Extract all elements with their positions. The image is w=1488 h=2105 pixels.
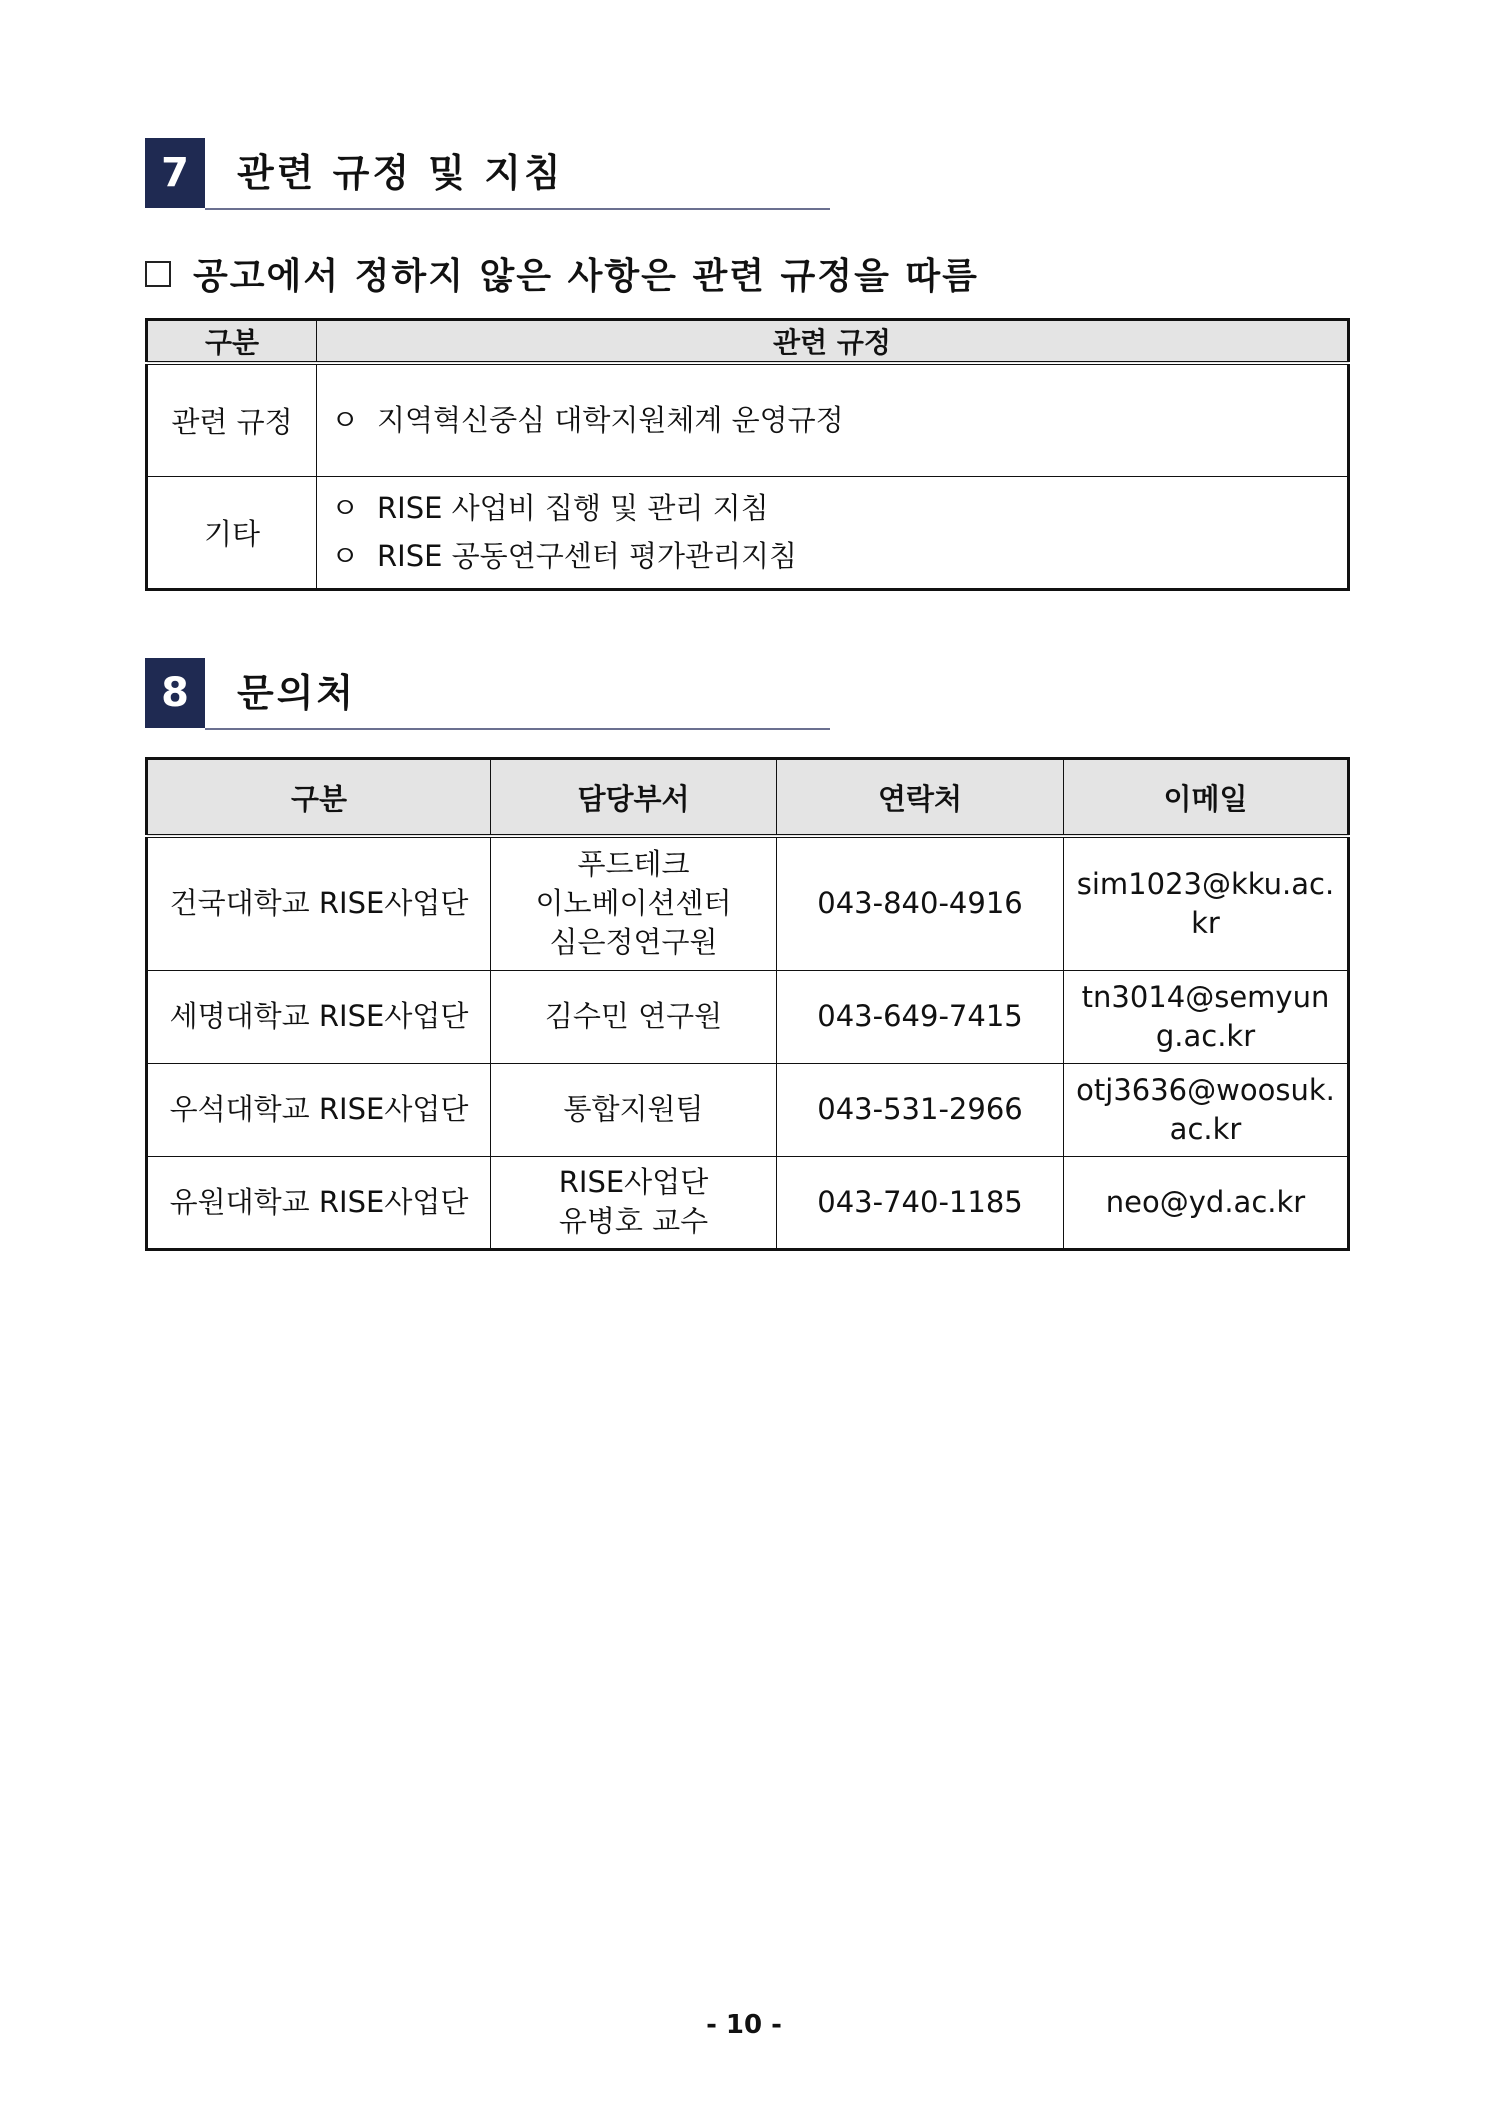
rules-header-category: 구분 — [147, 320, 317, 364]
contact-phone: 043-531-2966 — [777, 1063, 1064, 1156]
list-item — [331, 484, 1347, 532]
contact-org: 우석대학교 RISE사업단 — [147, 1063, 491, 1156]
list-item-text: RISE 사업비 집행 및 관리 지침 — [377, 491, 769, 525]
contact-email: sim1023@kku.ac.kr — [1064, 836, 1349, 970]
contact-dept-line: 김수민 연구원 — [544, 999, 723, 1033]
contact-org: 세명대학교 RISE사업단 — [147, 970, 491, 1063]
contacts-header-dept: 담당부서 — [491, 759, 777, 837]
contact-dept-line: 유병호 교수 — [558, 1204, 709, 1238]
table-row — [147, 1063, 1349, 1156]
section-7-number: 7 — [145, 138, 205, 208]
bullet-icon: ㅇ — [331, 491, 360, 525]
contact-dept — [491, 1063, 777, 1156]
rules-header-row — [147, 320, 1349, 364]
contact-email: neo@yd.ac.kr — [1105, 1184, 1306, 1219]
contact-email: otj3636@woosuk.ac.kr — [1064, 1063, 1349, 1156]
list-item-text: 지역혁신중심 대학지원체계 운영규정 — [377, 403, 844, 438]
checkbox-icon — [145, 261, 171, 287]
rules-header-regulation: 관련 규정 — [317, 320, 1349, 364]
table-row — [147, 1156, 1349, 1249]
contact-email: tn3014@semyung.ac.kr — [1064, 970, 1349, 1063]
section-8-underline — [205, 728, 830, 730]
contacts-header-email: 이메일 — [1064, 759, 1349, 837]
list-item — [331, 532, 1347, 580]
notice-text: 공고에서 정하지 않은 사항은 관련 규정을 따름 — [193, 256, 979, 297]
rules-row-label: 관련 규정 — [147, 363, 317, 476]
notice-line — [145, 248, 979, 299]
list-item-text: RISE 공동연구센터 평가관리지침 — [377, 539, 798, 573]
contacts-header-org: 구분 — [147, 759, 491, 837]
rules-row-content — [317, 363, 1349, 476]
contact-dept — [491, 1156, 777, 1249]
contact-org: 유원대학교 RISE사업단 — [147, 1156, 491, 1249]
rules-table — [145, 318, 1350, 591]
contact-dept — [491, 970, 777, 1063]
section-7-header — [145, 138, 830, 208]
table-row — [147, 363, 1349, 476]
contact-dept-line: RISE사업단 — [558, 1165, 709, 1199]
table-row — [147, 836, 1349, 970]
section-7-title: 관련 규정 및 지침 — [237, 151, 564, 195]
list-item — [331, 396, 1347, 444]
contact-dept-line: 통합지원팀 — [563, 1092, 704, 1126]
table-row — [147, 970, 1349, 1063]
section-7-underline — [205, 208, 830, 210]
table-row — [147, 476, 1349, 589]
contact-dept-line: 심은정연구원 — [549, 925, 718, 960]
bullet-icon: ㅇ — [331, 539, 360, 573]
section-8-number: 8 — [145, 658, 205, 728]
contact-dept — [491, 836, 777, 970]
contacts-table — [145, 757, 1350, 1251]
contact-dept-line: 이노베이션센터 — [535, 886, 732, 921]
section-8-header — [145, 658, 830, 728]
contact-phone: 043-740-1185 — [777, 1156, 1064, 1249]
bullet-icon: ㅇ — [331, 403, 360, 438]
rules-row-label: 기타 — [147, 476, 317, 589]
contact-phone: 043-649-7415 — [777, 970, 1064, 1063]
section-8-title: 문의처 — [237, 671, 357, 715]
contact-dept-line: 푸드테크 — [577, 847, 690, 882]
contacts-header-row — [147, 759, 1349, 837]
page-number: - 10 - — [706, 2010, 782, 2040]
contact-org: 건국대학교 RISE사업단 — [147, 836, 491, 970]
contact-phone: 043-840-4916 — [777, 836, 1064, 970]
contacts-header-phone: 연락처 — [777, 759, 1064, 837]
rules-row-content — [317, 476, 1349, 589]
